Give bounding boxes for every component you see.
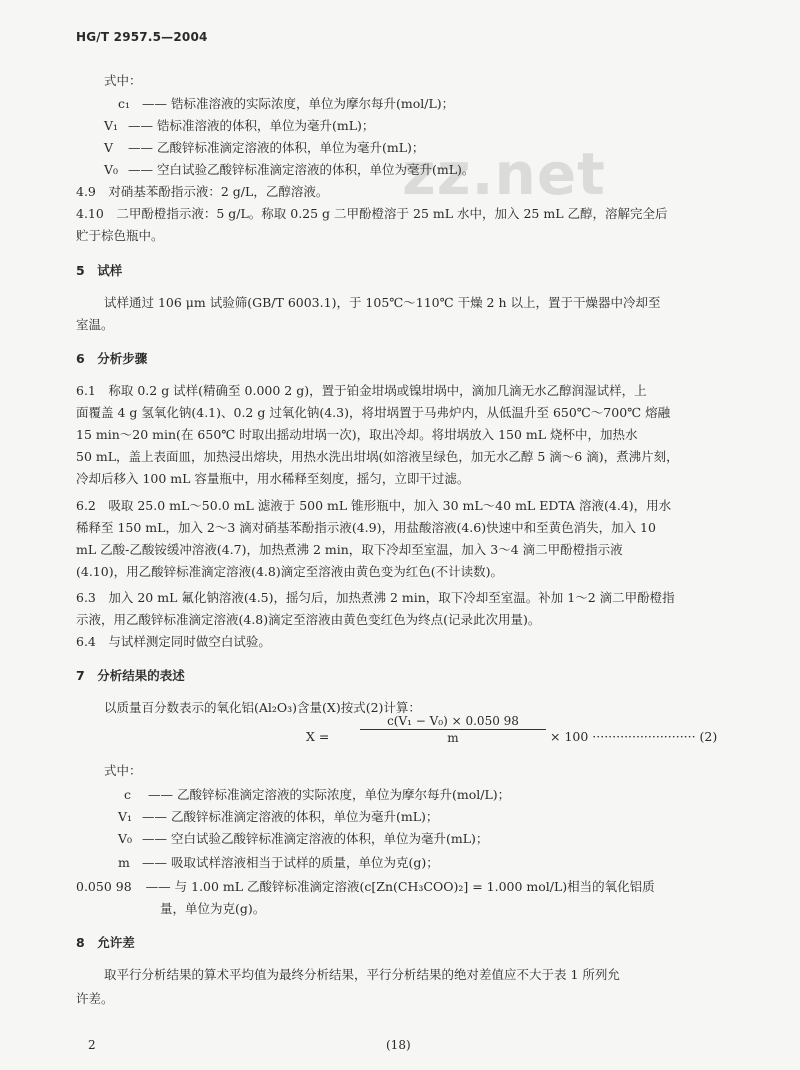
where-label: 式中： [104, 763, 142, 778]
definition-text: —— 乙酸锌标准滴定溶液的体积，单位为毫升(mL)； [128, 140, 425, 155]
definition-symbol: c₁ [118, 96, 131, 111]
definition-line [118, 854, 439, 872]
definition-text: —— 吸取试样溶液相当于试样的质量，单位为克(g)； [142, 855, 439, 870]
constant-line-cont: 量，单位为克(g)。 [160, 901, 266, 916]
constant-text: —— 与 1.00 mL 乙酸锌标准滴定溶液(c[Zn(CH₃COO)₂] = 1.000 mol/L)相当的氧化铝质 [145, 879, 655, 894]
step-line: 15 min～20 min(在 650℃ 时取出摇动坩埚一次)，取出冷却。将坩埚放入 150 mL 烧杯中，加热水 [76, 427, 638, 442]
item-4-10-cont: 贮于棕色瓶中。 [76, 228, 164, 243]
section-5-title: 5 试样 [76, 263, 123, 278]
section-7-intro: 以质量百分数表示的氧化铝(Al₂O₃)含量(X)按式(2)计算： [104, 700, 421, 715]
definition-line [118, 95, 454, 113]
formula-tail: × 100 ·························· (2) [550, 729, 718, 744]
definition-symbol: m [118, 855, 130, 870]
step-line: 50 mL，盖上表面皿，加热浸出熔块，用热水洗出坩埚(如溶液呈绿色，加无水乙醇 5 滴～6 滴)，煮沸片刻， [76, 449, 679, 464]
section-8-paragraph-cont: 许差。 [76, 991, 114, 1006]
step-line: 6.2 吸取 25.0 mL～50.0 mL 滤液于 500 mL 锥形瓶中，加入 30 mL～40 mL EDTA 溶液(4.4)，用水 [76, 498, 672, 513]
formula-lhs: X = [306, 729, 330, 744]
step-line: 6.4 与试样测定同时做空白试验。 [76, 634, 271, 649]
definition-symbol: V₁ [104, 118, 119, 133]
section-7-title: 7 分析结果的表述 [76, 668, 185, 683]
watermark: zz.net [402, 140, 606, 208]
where-label: 式中： [104, 73, 142, 88]
definition-line [104, 161, 474, 179]
standard-code: HG/T 2957.5—2004 [76, 30, 208, 44]
constant-symbol: 0.050 98 [76, 879, 132, 894]
step-line: 冷却后移入 100 mL 容量瓶中，用水稀释至刻度，摇匀，立即干过滤。 [76, 471, 470, 486]
definition-line [124, 786, 510, 804]
formula-numerator: c(V₁ − V₀) × 0.050 98 [360, 714, 546, 730]
item-4-10: 4.10 二甲酚橙指示液：5 g/L。称取 0.25 g 二甲酚橙溶于 25 mL 水中，加入 25 mL 乙醇，溶解完全后 [76, 206, 668, 221]
step-line: 6.1 称取 0.2 g 试样(精确至 0.000 2 g)，置于铂金坩埚或镍坩埚中，滴加几滴无水乙醇润湿试样，上 [76, 383, 647, 398]
definition-line [118, 830, 488, 848]
definition-line [104, 117, 374, 135]
page-number-center: (18) [386, 1038, 411, 1052]
definition-text: —— 空白试验乙酸锌标准滴定溶液的体积，单位为毫升(mL)； [142, 831, 489, 846]
section-5-paragraph: 试样通过 106 μm 试验筛(GB/T 6003.1)，于 105℃～110℃ 干燥 2 h 以上，置于干燥器中冷却至 [104, 295, 661, 310]
formula-denominator: m [447, 731, 459, 745]
formula-fraction [360, 714, 546, 745]
definition-text: —— 乙酸锌标准滴定溶液的实际浓度，单位为摩尔每升(mol/L)； [148, 787, 511, 802]
definition-line [118, 808, 438, 826]
item-4-9: 4.9 对硝基苯酚指示液：2 g/L，乙醇溶液。 [76, 184, 329, 199]
constant-line [76, 878, 655, 896]
step-line: (4.10)，用乙酸锌标准滴定溶液(4.8)滴定至溶液由黄色变为红色(不计读数)。 [76, 564, 503, 579]
section-8-title: 8 允许差 [76, 935, 135, 950]
definition-symbol: V₀ [118, 831, 133, 846]
definition-text: —— 空白试验乙酸锌标准滴定溶液的体积，单位为毫升(mL)。 [128, 162, 475, 177]
definition-symbol: c [124, 787, 132, 802]
step-line: mL 乙酸-乙酸铵缓冲溶液(4.7)，加热煮沸 2 min，取下冷却至室温，加入 3～4 滴二甲酚橙指示液 [76, 542, 623, 557]
step-line: 稀释至 150 mL，加入 2～3 滴对硝基苯酚指示液(4.9)，用盐酸溶液(4.6)快速中和至黄色消失，加入 10 [76, 520, 656, 535]
definition-symbol: V₀ [104, 162, 119, 177]
definition-symbol: V₁ [118, 809, 133, 824]
step-line: 面覆盖 4 g 氢氧化钠(4.1)、0.2 g 过氧化钠(4.3)，将坩埚置于马弗炉内，从低温升至 650℃～700℃ 熔融 [76, 405, 671, 420]
definition-text: —— 乙酸锌标准滴定溶液的体积，单位为毫升(mL)； [142, 809, 439, 824]
page-number: 2 [88, 1038, 96, 1052]
definition-text: —— 锆标准溶液的实际浓度，单位为摩尔每升(mol/L)； [142, 96, 455, 111]
step-line: 示液，用乙酸锌标准滴定溶液(4.8)滴定至溶液由黄色变红色为终点(记录此次用量)。 [76, 612, 541, 627]
section-8-paragraph: 取平行分析结果的算术平均值为最终分析结果，平行分析结果的绝对差值应不大于表 1 所列允 [104, 967, 620, 982]
definition-line [104, 139, 424, 157]
section-5-paragraph-cont: 室温。 [76, 317, 114, 332]
section-6-title: 6 分析步骤 [76, 351, 148, 366]
definition-text: —— 锆标准溶液的体积，单位为毫升(mL)； [128, 118, 375, 133]
step-line: 6.3 加入 20 mL 氟化钠溶液(4.5)，摇匀后，加热煮沸 2 min，取下冷却至室温。补加 1～2 滴二甲酚橙指 [76, 590, 675, 605]
definition-symbol: V [104, 140, 114, 155]
